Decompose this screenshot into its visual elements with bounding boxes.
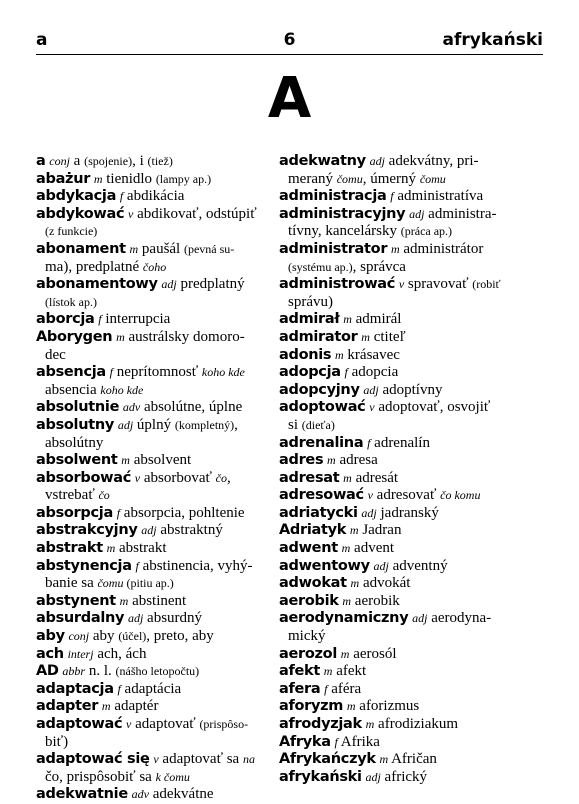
entry-translation: adaptovať sa: [162, 751, 243, 768]
dictionary-entry: [36, 311, 274, 329]
entry-part-of-speech: abbr: [62, 664, 86, 679]
entry-part-of-speech: m: [350, 576, 360, 591]
entry-note: (pevná su-: [183, 241, 235, 256]
dictionary-entry: [279, 558, 529, 576]
dictionary-entry: [279, 698, 529, 716]
entry-note: (robiť: [472, 277, 501, 292]
entry-headword: aerozol: [279, 645, 338, 662]
entry-translation: adresovať: [376, 487, 441, 504]
entry-grammar-note: koho kde: [100, 382, 144, 397]
entry-part-of-speech: m: [119, 593, 129, 608]
entry-translation: , správca: [352, 258, 406, 275]
dictionary-entry: [36, 399, 274, 417]
entry-translation: administrátor: [403, 240, 484, 257]
entry-headword: afekt: [279, 663, 321, 680]
entry-headword: absorpcja: [36, 504, 113, 521]
entry-part-of-speech: f: [324, 681, 328, 696]
entry-grammar-note: čomu: [336, 171, 363, 186]
entry-translation: adresát: [355, 469, 399, 486]
entry-translation: n. l.: [88, 663, 116, 680]
dictionary-entry: [279, 610, 529, 645]
entry-part-of-speech: f: [367, 435, 371, 450]
entry-part-of-speech: f: [390, 189, 394, 204]
dictionary-entry: [36, 558, 274, 593]
dictionary-entry: [36, 681, 274, 699]
entry-translation: mický: [288, 628, 326, 645]
entry-part-of-speech: m: [390, 241, 400, 256]
entry-headword: administracja: [279, 188, 387, 205]
dictionary-entry: [36, 241, 274, 276]
dictionary-entry: [279, 751, 529, 769]
entry-headword: afera: [279, 680, 321, 697]
entry-headword: Afryka: [279, 733, 331, 750]
entry-part-of-speech: adj: [161, 277, 177, 292]
entry-grammar-note: čomu: [97, 576, 124, 591]
dictionary-entry: [279, 276, 529, 311]
entry-translation: adresa: [339, 452, 378, 469]
entry-note: (nášho letopočtu): [115, 664, 200, 679]
dictionary-entry: [279, 399, 529, 434]
entry-part-of-speech: adj: [117, 417, 134, 432]
entry-note: (tiež): [147, 154, 173, 168]
dictionary-entry: [279, 734, 529, 752]
entry-part-of-speech: m: [101, 699, 111, 714]
entry-translation: ctiteľ: [373, 328, 406, 345]
entry-part-of-speech: adj: [412, 611, 428, 626]
dictionary-entry: [36, 663, 274, 681]
section-letter: A: [267, 66, 312, 131]
entry-headword: aforyzm: [279, 698, 344, 715]
dictionary-entry: [36, 505, 274, 523]
dictionary-entry: [36, 610, 274, 628]
entry-part-of-speech: v: [153, 752, 159, 767]
entry-translation: jadranský: [380, 504, 439, 521]
dictionary-entry: [36, 698, 274, 716]
entry-translation: paušál: [141, 240, 184, 257]
entry-headword: adoptować: [279, 399, 366, 416]
entry-translation: austrálsky domoro-: [128, 328, 245, 345]
entry-continuation: [36, 294, 274, 312]
entry-note: (prispôso-: [199, 717, 249, 731]
entry-translation: adopcia: [351, 364, 399, 381]
entry-headword: a: [36, 153, 46, 169]
dictionary-entry: [36, 171, 274, 189]
entry-note: (spojenie): [84, 154, 133, 168]
entry-continuation: [279, 294, 529, 312]
entry-grammar-note: čo komu: [440, 488, 481, 503]
entry-note: (lampy ap.): [155, 171, 212, 186]
entry-translation: ,: [234, 416, 238, 433]
dictionary-entry: [279, 716, 529, 734]
entry-translation: abstrakt: [119, 540, 167, 557]
entry-part-of-speech: m: [121, 453, 130, 468]
entry-translation: advent: [354, 540, 395, 557]
dictionary-entry: [279, 522, 529, 540]
entry-translation: , prispôsobiť sa: [59, 768, 156, 785]
entry-translation: biť): [45, 733, 69, 750]
entry-translation: aforizmus: [359, 698, 420, 715]
entry-translation: , i: [132, 153, 148, 169]
entry-grammar-note: čo: [215, 470, 227, 485]
dictionary-entry: [36, 206, 274, 241]
dictionary-entry: [279, 505, 529, 523]
entry-note: (dieťa): [301, 417, 335, 432]
entry-note: (systému ap.): [288, 259, 353, 274]
entry-headword: adresować: [279, 487, 364, 504]
dictionary-entry: [36, 522, 274, 540]
entry-part-of-speech: adj: [141, 523, 157, 538]
entry-headword: adaptować: [36, 716, 123, 732]
entry-part-of-speech: f: [117, 681, 121, 696]
entry-translation: ach, ách: [97, 645, 147, 662]
dictionary-entry: [279, 540, 529, 558]
entry-headword: abdykacja: [36, 188, 117, 205]
dictionary-entry: [279, 311, 529, 329]
entry-continuation: [36, 734, 274, 752]
dictionary-entry: [36, 628, 274, 646]
entry-translation: ,: [227, 469, 231, 486]
entry-translation: adaptovať: [135, 716, 200, 732]
entry-headword: Afrykańczyk: [279, 751, 376, 768]
entry-translation: tienidlo: [106, 170, 156, 187]
entry-headword: aby: [36, 628, 65, 645]
entry-translation: čo: [45, 768, 60, 785]
entry-note: (lístok ap.): [45, 294, 97, 309]
dictionary-entry: [36, 276, 274, 311]
entry-part-of-speech: m: [340, 646, 350, 661]
entry-translation: adoptívny: [382, 381, 443, 398]
entry-translation: africký: [384, 768, 428, 785]
dictionary-entry: [36, 329, 274, 364]
entry-part-of-speech: m: [361, 329, 370, 344]
entry-translation: abdikovať, odstúpiť: [137, 205, 257, 222]
entry-part-of-speech: m: [93, 171, 103, 186]
entry-translation: admirál: [355, 311, 402, 328]
entry-translation: aerodyna-: [431, 610, 492, 627]
entry-part-of-speech: adj: [409, 206, 425, 221]
entry-part-of-speech: m: [341, 541, 351, 556]
entry-part-of-speech: v: [134, 470, 141, 485]
entry-headword: AD: [36, 663, 59, 680]
dictionary-entry: [279, 575, 529, 593]
entry-part-of-speech: f: [119, 189, 124, 204]
entry-headword: Aborygen: [36, 328, 113, 345]
entry-note: (z funkcie): [45, 224, 98, 239]
entry-headword: absorbować: [36, 469, 132, 486]
dictionary-entry: [279, 241, 529, 276]
entry-headword: abstrakcyjny: [36, 522, 138, 539]
entry-headword: aerobik: [279, 592, 339, 609]
dictionary-entry: [279, 206, 529, 241]
entry-translation: abstinencia, vyhý-: [142, 557, 253, 574]
entry-part-of-speech: f: [135, 558, 139, 573]
entry-headword: adriatycki: [279, 504, 358, 521]
entry-part-of-speech: v: [369, 400, 375, 415]
entry-headword: adaptacja: [36, 680, 114, 697]
entry-part-of-speech: m: [335, 347, 344, 362]
entry-translation: absorbovať: [143, 469, 216, 486]
entry-part-of-speech: adv: [122, 400, 141, 415]
entry-part-of-speech: m: [346, 699, 356, 714]
header-last-entry: afrykański: [442, 30, 543, 50]
entry-continuation: [36, 435, 274, 453]
entry-part-of-speech: adj: [373, 558, 389, 573]
dictionary-entry: [36, 153, 274, 171]
entry-translation: a: [73, 153, 85, 169]
entry-translation: adventný: [392, 557, 448, 574]
entry-headword: absurdalny: [36, 610, 125, 627]
entry-translation: aerobik: [354, 592, 400, 609]
dictionary-entry: [36, 786, 274, 804]
entry-grammar-note: na: [242, 752, 255, 767]
dictionary-entry: [279, 347, 529, 365]
entry-headword: admirator: [279, 328, 358, 345]
entry-part-of-speech: m: [323, 664, 333, 679]
dictionary-entry: [36, 188, 274, 206]
entry-headword: administracyjny: [279, 205, 406, 222]
entry-part-of-speech: f: [116, 505, 121, 520]
entry-headword: adwokat: [279, 575, 347, 592]
entry-part-of-speech: adj: [127, 611, 144, 626]
entry-translation: Afrika: [340, 733, 380, 750]
dictionary-entry: [279, 452, 529, 470]
entry-translation: aby: [92, 628, 119, 645]
entry-headword: abdykować: [36, 205, 125, 222]
entry-part-of-speech: f: [334, 734, 338, 749]
entry-translation: adaptér: [114, 698, 159, 715]
right-column: [279, 153, 529, 786]
dictionary-entry: [36, 751, 274, 786]
entry-part-of-speech: adv: [131, 787, 149, 802]
entry-grammar-note: k čomu: [155, 769, 190, 784]
entry-headword: absolutnie: [36, 399, 120, 416]
entry-headword: adres: [279, 452, 324, 469]
entry-headword: absolutny: [36, 416, 115, 433]
entry-translation: abstraktný: [160, 522, 223, 539]
entry-headword: abonamentowy: [36, 276, 158, 293]
entry-translation: úplný: [136, 416, 175, 433]
entry-headword: adonis: [279, 346, 332, 363]
dictionary-entry: [279, 153, 529, 188]
page-number: 6: [283, 30, 296, 50]
dictionary-entry: [36, 417, 274, 452]
entry-headword: aerodynamiczny: [279, 610, 409, 627]
entry-part-of-speech: m: [342, 593, 352, 608]
entry-part-of-speech: v: [398, 277, 405, 292]
entry-translation: aféra: [331, 680, 362, 697]
entry-translation: ma), predplatné: [45, 258, 143, 275]
entry-continuation: [279, 223, 529, 241]
entry-part-of-speech: m: [343, 312, 352, 327]
entry-translation: administra-: [428, 205, 497, 222]
entry-headword: afrykański: [279, 768, 362, 785]
entry-note: (účel): [118, 629, 147, 644]
entry-translation: absolútne, úplne: [143, 399, 243, 416]
entry-continuation: [279, 628, 529, 646]
entry-continuation: [279, 171, 529, 189]
dictionary-entry: [279, 364, 529, 382]
page-header: [36, 28, 543, 55]
entry-translation: adrenalín: [374, 434, 430, 451]
dictionary-entry: [279, 663, 529, 681]
entry-headword: adapter: [36, 698, 99, 715]
entry-headword: aborcja: [36, 311, 95, 328]
entry-grammar-note: čoho: [142, 259, 167, 274]
entry-continuation: [36, 769, 274, 787]
entry-part-of-speech: v: [128, 206, 134, 221]
entry-part-of-speech: m: [116, 329, 125, 344]
entry-part-of-speech: adj: [369, 154, 385, 168]
header-first-entry: a: [36, 30, 48, 50]
entry-part-of-speech: m: [343, 470, 352, 485]
dictionary-entry: [36, 646, 274, 664]
entry-headword: absolwent: [36, 452, 118, 469]
entry-grammar-note: koho kde: [201, 365, 245, 380]
entry-translation: advokát: [362, 575, 411, 592]
entry-translation: adekvátny, pri-: [388, 153, 479, 169]
entry-grammar-note: čo: [98, 488, 110, 503]
dictionary-entry: [36, 452, 274, 470]
entry-part-of-speech: v: [126, 717, 132, 731]
entry-translation: adaptácia: [124, 680, 182, 697]
dictionary-entry: [279, 769, 529, 787]
entry-translation: vstrebať: [45, 487, 99, 504]
entry-translation: neprítomnosť: [116, 364, 202, 381]
entry-note: (pitiu ap.): [123, 576, 174, 591]
entry-translation: správu): [288, 293, 333, 310]
entry-translation: si: [288, 416, 302, 433]
entry-headword: absencja: [36, 364, 106, 381]
entry-translation: Jadran: [362, 522, 402, 539]
entry-headword: Adriatyk: [279, 522, 347, 539]
entry-part-of-speech: m: [365, 717, 375, 731]
entry-continuation: [36, 347, 274, 365]
dictionary-entry: [279, 188, 529, 206]
entry-headword: administrator: [279, 240, 388, 257]
entry-headword: adrenalina: [279, 434, 364, 451]
entry-part-of-speech: m: [106, 541, 116, 556]
entry-headword: ach: [36, 645, 64, 662]
dictionary-entry: [279, 382, 529, 400]
entry-translation: meraný: [288, 170, 337, 187]
entry-headword: adwentowy: [279, 557, 370, 574]
dictionary-entry: [36, 364, 274, 399]
entry-part-of-speech: adj: [365, 769, 381, 784]
entry-headword: adwent: [279, 540, 338, 557]
entry-translation: , úmerný: [362, 170, 420, 187]
entry-grammar-note: čomu: [419, 171, 446, 186]
entry-part-of-speech: adj: [361, 505, 377, 520]
entry-part-of-speech: conj: [49, 154, 70, 168]
entry-continuation: [36, 223, 274, 241]
entry-translation: absencia: [45, 381, 101, 398]
entry-translation: Afričan: [391, 751, 437, 768]
entry-note: (práca ap.): [400, 224, 453, 239]
dictionary-entry: [279, 329, 529, 347]
entry-part-of-speech: f: [98, 312, 102, 327]
entry-translation: absolútny: [45, 434, 104, 451]
entry-part-of-speech: f: [344, 365, 348, 380]
entry-headword: abstrakt: [36, 540, 103, 557]
dictionary-entry: [279, 593, 529, 611]
entry-continuation: [36, 259, 274, 277]
dictionary-entry: [36, 593, 274, 611]
entry-headword: abstynencja: [36, 557, 132, 574]
entry-translation: adekvátne: [152, 786, 214, 803]
left-column: [36, 153, 274, 804]
entry-translation: predplatný: [180, 276, 245, 293]
entry-headword: adresat: [279, 469, 340, 486]
entry-headword: admirał: [279, 311, 340, 328]
entry-part-of-speech: m: [379, 752, 389, 767]
entry-headword: adaptować się: [36, 751, 150, 768]
entry-headword: adekwatnie: [36, 786, 128, 803]
entry-part-of-speech: m: [327, 453, 336, 468]
entry-headword: abstynent: [36, 592, 116, 609]
entry-translation: administratíva: [397, 188, 484, 205]
entry-continuation: [36, 575, 274, 593]
entry-translation: absolvent: [133, 452, 192, 469]
entry-part-of-speech: interj: [67, 646, 94, 661]
entry-translation: interrupcia: [105, 311, 171, 328]
entry-translation: afrodiziakum: [378, 716, 459, 732]
entry-part-of-speech: m: [349, 523, 359, 538]
entry-translation: adoptovať, osvojiť: [378, 399, 491, 416]
entry-translation: banie sa: [45, 575, 98, 592]
entry-continuation: [279, 259, 529, 277]
entry-headword: adekwatny: [279, 153, 366, 169]
entry-translation: abdikácia: [126, 188, 185, 205]
entry-translation: spravovať: [407, 276, 473, 293]
entry-headword: administrować: [279, 276, 396, 293]
entry-headword: afrodyzjak: [279, 716, 362, 732]
entry-continuation: [279, 417, 529, 435]
entry-continuation: [36, 487, 274, 505]
entry-translation: absorpcia, pohltenie: [123, 504, 245, 521]
entry-translation: afekt: [336, 663, 367, 680]
entry-translation: abstinent: [132, 592, 187, 609]
entry-translation: dec: [45, 346, 66, 363]
entry-part-of-speech: f: [109, 365, 113, 380]
entry-translation: , preto, aby: [146, 628, 214, 645]
entry-translation: aerosól: [353, 645, 397, 662]
entry-headword: abażur: [36, 170, 91, 187]
entry-translation: krásavec: [347, 346, 400, 363]
dictionary-entry: [36, 470, 274, 505]
dictionary-entry: [279, 470, 529, 488]
entry-translation: absurdný: [147, 610, 203, 627]
entry-note: (kompletný): [174, 417, 235, 432]
entry-translation: tívny, kancelársky: [288, 223, 401, 240]
dictionary-entry: [279, 435, 529, 453]
entry-part-of-speech: adj: [363, 382, 379, 397]
dictionary-entry: [279, 681, 529, 699]
entry-part-of-speech: m: [129, 241, 139, 256]
entry-headword: adopcja: [279, 364, 341, 381]
entry-headword: abonament: [36, 240, 126, 257]
entry-part-of-speech: conj: [68, 629, 90, 644]
dictionary-entry: [279, 487, 529, 505]
entry-headword: adopcyjny: [279, 381, 360, 398]
dictionary-entry: [279, 646, 529, 664]
entry-continuation: [36, 382, 274, 400]
dictionary-entry: [36, 540, 274, 558]
entry-part-of-speech: v: [367, 488, 373, 503]
dictionary-entry: [36, 716, 274, 751]
